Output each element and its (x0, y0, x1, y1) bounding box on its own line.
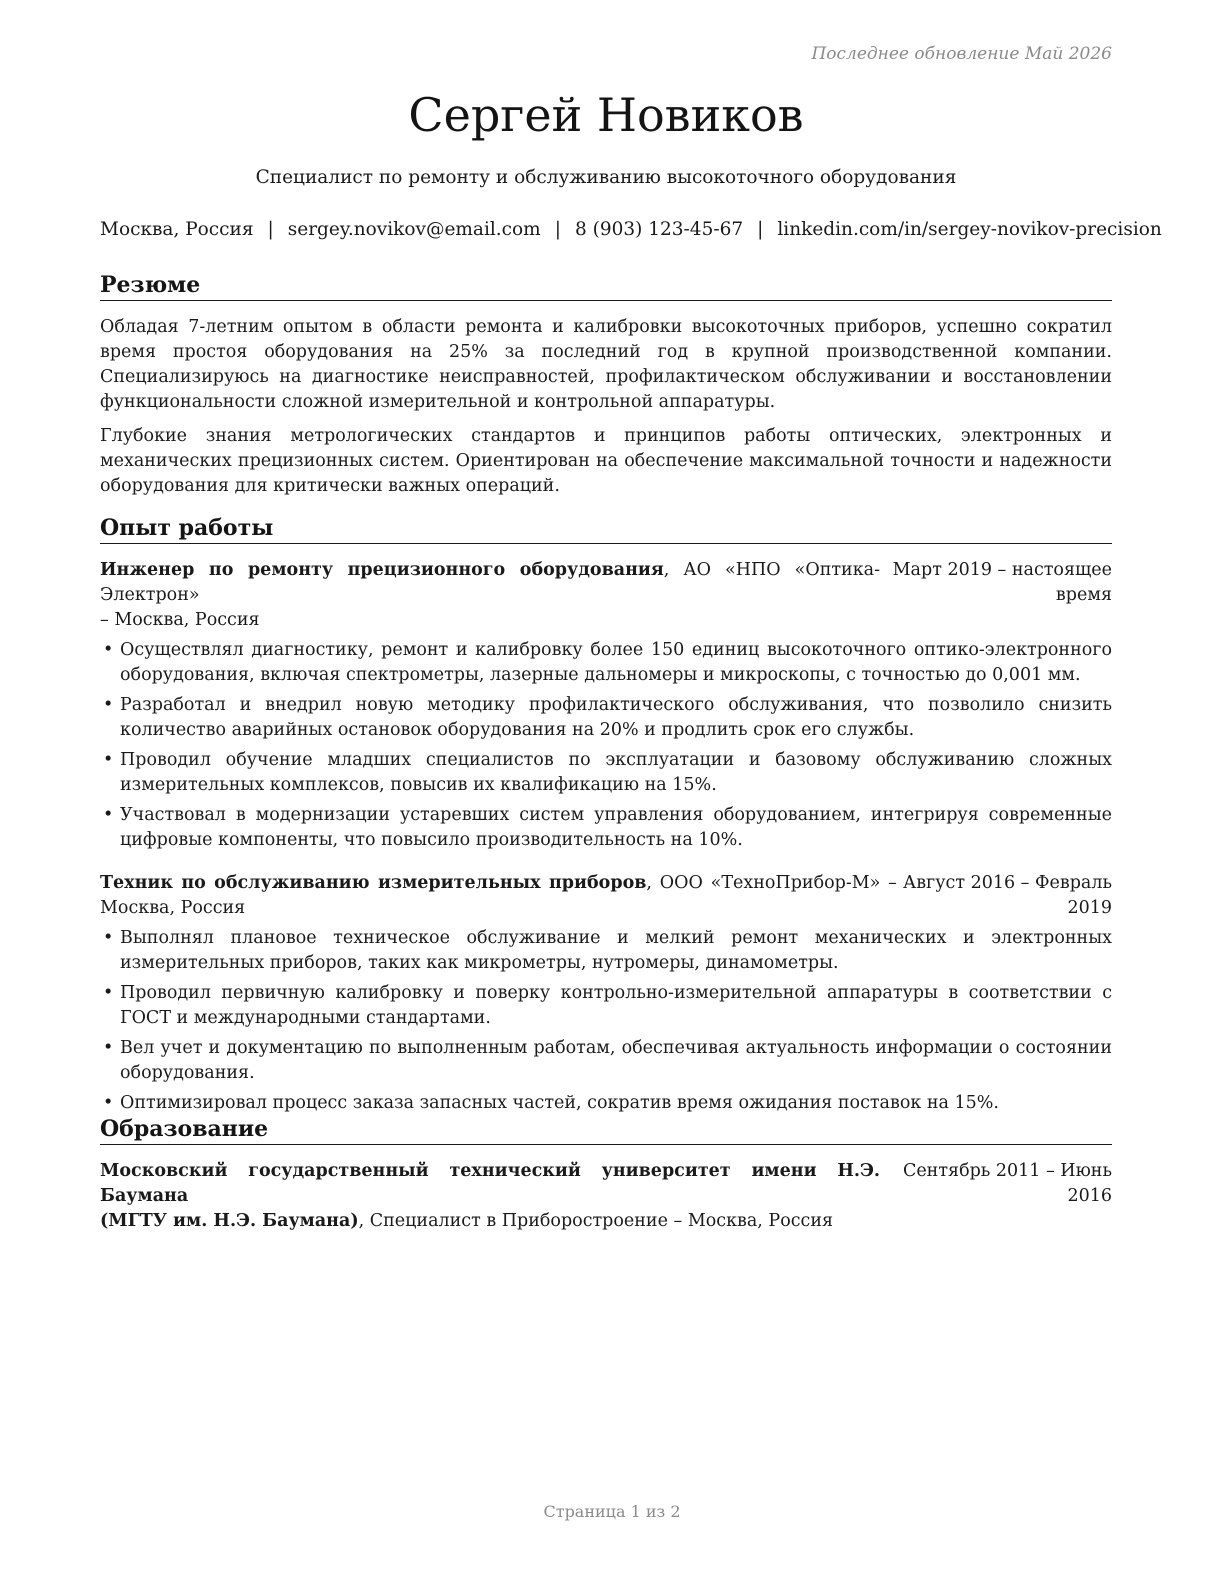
experience-section (100, 515, 1112, 1121)
contact-phone[interactable]: 8 (903) 123-45-67 (574, 219, 744, 240)
education-degree: , Специалист в Приборостроение – Москва, Россия (358, 1211, 834, 1231)
contact-email[interactable]: sergey.novikov@email.com (287, 219, 541, 240)
contact-separator: | (757, 219, 764, 240)
education-dates-continued: 2016 (1067, 1186, 1112, 1206)
job-location: Москва, Россия (100, 898, 246, 918)
list-item: • Проводил первичную калибровку и поверку контрольно-измерительной аппаратуры в соответствии с ГОСТ и международными стандартами. (103, 983, 1112, 1028)
job-position: Инженер по ремонту прецизионного оборудования (100, 560, 664, 580)
education-section (100, 1116, 1112, 1234)
job-entry (100, 871, 1112, 1116)
job-position: Техник по обслуживанию измерительных приборов (100, 873, 647, 893)
job-header (100, 558, 1112, 633)
job-entry (100, 558, 1112, 853)
bullet-icon: • (103, 750, 114, 770)
job-dates: Август 2016 – Февраль (902, 873, 1112, 893)
job-location: – Москва, Россия (100, 610, 260, 630)
bullet-icon: • (103, 928, 114, 948)
candidate-name: Сергей Новиков (408, 88, 804, 142)
bullet-icon: • (103, 1093, 114, 1113)
job-dates-continued: 2019 (1067, 898, 1112, 918)
section-title-experience: Опыт работы (100, 515, 1112, 544)
contact-separator: | (267, 219, 274, 240)
bullet-icon: • (103, 640, 114, 660)
section-title-education: Образование (100, 1116, 1112, 1145)
page-number: Страница 1 из 2 (543, 1502, 681, 1521)
bullet-icon: • (103, 695, 114, 715)
job-company: , АО «НПО «Оптика-Электрон» (100, 560, 880, 605)
summary-section (100, 272, 1112, 499)
contact-separator: | (554, 219, 561, 240)
education-institution-abbr: (МГТУ им. Н.Э. Баумана) (100, 1211, 359, 1231)
list-item: • Участвовал в модернизации устаревших систем управления оборудованием, интегрируя современные цифровые компоненты, что повысило производительность на 10%. (103, 805, 1112, 850)
job-dates-continued: время (1055, 585, 1112, 605)
summary-paragraph: Глубокие знания метрологических стандартов и принципов работы оптических, электронных и механических прецизионных систем. Ориентирован на обеспечение максимальной точности и надежности оборудования для критически важных операций. (100, 426, 1112, 496)
summary-paragraph: Обладая 7-летним опытом в области ремонта и калибровки высокоточных приборов, успешно сократил время простоя оборудования на 25% за последний год в крупной производственной компании. Специализируюсь на диагностике неисправностей, профилактическом обслуживании и восстановлении функциональности сложной измерительной и контрольной аппаратуры. (100, 317, 1112, 412)
list-item: • Выполнял плановое техническое обслуживание и мелкий ремонт механических и электронных измерительных приборов, таких как микрометры, нутромеры, динамометры. (103, 928, 1112, 973)
education-entry (100, 1159, 1112, 1234)
bullet-icon: • (103, 983, 114, 1003)
education-dates: Сентябрь 2011 – Июнь (902, 1161, 1112, 1181)
job-bullets (100, 926, 1112, 1116)
job-header (100, 871, 1112, 921)
list-item: • Проводил обучение младших специалистов по эксплуатации и базовому обслуживанию сложных измерительных комплексов, повысив их квалификацию на 15%. (103, 750, 1112, 795)
bullet-icon: • (103, 1038, 114, 1058)
candidate-headline: Специалист по ремонту и обслуживанию высокоточного оборудования (255, 167, 957, 188)
contact-location: Москва, Россия (100, 219, 254, 240)
section-title-summary: Резюме (100, 272, 1112, 301)
contact-linkedin[interactable]: linkedin.com/in/sergey-novikov-precision (777, 219, 1162, 240)
last-update-note: Последнее обновление Май 2026 (811, 44, 1112, 64)
list-item: • Разработал и внедрил новую методику профилактического обслуживания, что позволило снизить количество аварийных остановок оборудования на 20% и продлить срок его службы. (103, 695, 1112, 740)
education-institution: Московский государственный технический университет имени Н.Э. Баумана (100, 1161, 880, 1206)
job-company: , ООО «ТехноПрибор-М» – (646, 873, 897, 893)
list-item: • Оптимизировал процесс заказа запасных частей, сократив время ожидания поставок на 15%. (100, 1091, 1112, 1116)
bullet-icon: • (103, 805, 114, 825)
list-item: • Осуществлял диагностику, ремонт и калибровку более 150 единиц высокоточного оптико-электронного оборудования, включая спектрометры, лазерные дальномеры и микроскопы, с точностью до 0,001 мм. (103, 640, 1112, 685)
job-bullets (100, 638, 1112, 853)
job-dates: Март 2019 – настоящее (892, 560, 1112, 580)
contact-line (100, 219, 1162, 240)
list-item: • Вел учет и документацию по выполненным работам, обеспечивая актуальность информации о состоянии оборудования. (103, 1038, 1112, 1083)
